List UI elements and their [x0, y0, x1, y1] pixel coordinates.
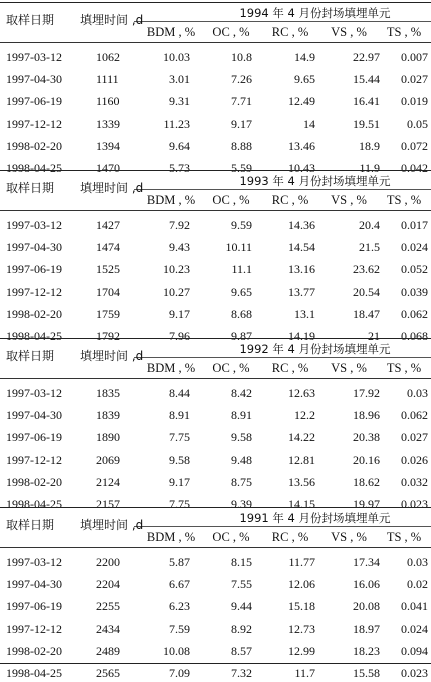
- cell-time: 1111: [96, 72, 119, 87]
- cell-oc: 8.88: [231, 138, 252, 153]
- cell-time: 1339: [96, 116, 120, 131]
- cell-rc: 14.36: [288, 218, 315, 232]
- cell-time: 2200: [96, 555, 120, 569]
- title-underline: [134, 357, 431, 358]
- table-section: [0, 336, 431, 511]
- section-title: 1991 年 4 月份封场填埋单元: [239, 511, 391, 525]
- header-bdm: BDM , %: [146, 193, 196, 207]
- table-section: [0, 505, 431, 680]
- cell-date: 1997-06-19: [6, 94, 62, 109]
- cell-ts: 0.068: [401, 329, 428, 343]
- cell-time: 1470: [96, 161, 120, 175]
- cell-rc: 13.77: [288, 284, 315, 299]
- cell-rc: 13.56: [288, 474, 315, 489]
- cell-time: 2434: [96, 621, 120, 636]
- cell-ts: 0.024: [401, 240, 428, 255]
- cell-date: 1997-04-30: [6, 408, 62, 423]
- cell-rc: 12.2: [294, 408, 315, 423]
- cell-time: 2565: [96, 666, 120, 680]
- cell-bdm: 10.08: [163, 643, 190, 658]
- cell-ts: 0.02: [407, 577, 428, 592]
- header-rc: RC , %: [271, 25, 309, 39]
- cell-rc: 14.54: [288, 240, 315, 255]
- cell-ts: 0.03: [407, 386, 428, 400]
- table-row: [0, 430, 431, 446]
- cell-oc: 9.59: [231, 218, 252, 232]
- cell-vs: 18.97: [353, 621, 380, 636]
- cell-date: 1997-12-12: [6, 284, 62, 299]
- header-date: 取样日期: [6, 349, 55, 363]
- header-bottom-rule: [0, 547, 431, 548]
- cell-vs: 20.4: [359, 218, 380, 232]
- cell-date: 1998-02-20: [6, 306, 62, 321]
- cell-rc: 15.18: [288, 599, 315, 614]
- cell-bdm: 10.27: [163, 284, 190, 299]
- cell-oc: 7.26: [231, 72, 252, 87]
- cell-ts: 0.027: [401, 72, 428, 87]
- section-title: 1993 年 4 月份封场填埋单元: [239, 174, 391, 188]
- cell-date: 1998-02-20: [6, 643, 62, 658]
- header-vs: VS , %: [331, 25, 367, 39]
- table-row: [0, 218, 431, 234]
- cell-oc: 8.57: [231, 643, 252, 658]
- cell-ts: 0.041: [401, 599, 428, 614]
- cell-bdm: 7.59: [169, 621, 190, 636]
- cell-rc: 14.19: [288, 329, 315, 343]
- header-bottom-rule: [0, 378, 431, 379]
- table-row: [0, 139, 431, 155]
- header-bottom-rule: [0, 210, 431, 211]
- section-top-rule: [0, 170, 431, 171]
- cell-bdm: 9.31: [169, 94, 190, 109]
- header-bottom-rule: [0, 42, 431, 43]
- cell-oc: 10.11: [225, 240, 252, 255]
- cell-ts: 0.062: [401, 408, 428, 423]
- cell-date: 1997-03-12: [6, 386, 62, 400]
- section-top-rule: [0, 2, 431, 3]
- header-rc: RC , %: [271, 361, 309, 375]
- cell-oc: 7.71: [231, 94, 252, 109]
- cell-rc: 11.7: [294, 666, 315, 680]
- cell-rc: 12.49: [288, 94, 315, 109]
- cell-oc: 10.8: [231, 50, 252, 64]
- cell-rc: 14.22: [288, 430, 315, 445]
- table-row: [0, 577, 431, 593]
- cell-oc: 11.1: [231, 262, 252, 277]
- cell-time: 1474: [96, 240, 120, 255]
- cell-bdm: 7.75: [169, 497, 190, 511]
- cell-date: 1998-04-25: [6, 161, 62, 175]
- table-row: [0, 453, 431, 469]
- section-title: 1992 年 4 月份封场填埋单元: [239, 342, 391, 356]
- cell-oc: 8.68: [231, 306, 252, 321]
- cell-oc: 8.42: [231, 386, 252, 400]
- cell-date: 1998-02-20: [6, 474, 62, 489]
- cell-rc: 11.77: [288, 555, 315, 569]
- header-bdm: BDM , %: [146, 530, 196, 544]
- header-ts: TS , %: [386, 530, 422, 544]
- cell-date: 1997-06-19: [6, 599, 62, 614]
- cell-time: 1890: [96, 430, 120, 445]
- cell-time: 1427: [96, 218, 120, 232]
- cell-bdm: 9.43: [169, 240, 190, 255]
- cell-date: 1997-03-12: [6, 50, 62, 64]
- cell-time: 1835: [96, 386, 120, 400]
- section-top-rule: [0, 507, 431, 508]
- cell-ts: 0.03: [407, 555, 428, 569]
- cell-date: 1997-06-19: [6, 430, 62, 445]
- cell-rc: 9.65: [294, 72, 315, 87]
- cell-ts: 0.05: [407, 116, 428, 131]
- cell-oc: 8.91: [231, 408, 252, 423]
- cell-oc: 7.32: [231, 666, 252, 680]
- cell-ts: 0.023: [401, 666, 428, 680]
- cell-date: 1998-04-25: [6, 666, 62, 680]
- cell-date: 1997-04-30: [6, 240, 62, 255]
- cell-ts: 0.019: [401, 94, 428, 109]
- cell-time: 1759: [96, 306, 120, 321]
- cell-time: 1792: [96, 329, 120, 343]
- cell-vs: 16.06: [353, 577, 380, 592]
- section-top-rule: [0, 338, 431, 339]
- table-row: [0, 307, 431, 323]
- title-underline: [134, 21, 431, 22]
- cell-rc: 12.81: [288, 452, 315, 467]
- cell-rc: 13.1: [294, 306, 315, 321]
- cell-oc: 9.48: [231, 452, 252, 467]
- cell-ts: 0.032: [401, 474, 428, 489]
- cell-date: 1997-12-12: [6, 452, 62, 467]
- cell-oc: 9.87: [231, 329, 252, 343]
- table-row: [0, 408, 431, 424]
- cell-bdm: 8.91: [169, 408, 190, 423]
- table-row: [0, 622, 431, 638]
- cell-bdm: 6.23: [169, 599, 190, 614]
- cell-time: 1062: [96, 50, 120, 64]
- cell-bdm: 7.75: [169, 430, 190, 445]
- cell-date: 1997-12-12: [6, 621, 62, 636]
- table-section: [0, 168, 431, 343]
- header-ts: TS , %: [386, 25, 422, 39]
- table-row: [0, 262, 431, 278]
- cell-ts: 0.094: [401, 643, 428, 658]
- cell-time: 1394: [96, 138, 120, 153]
- header-oc: OC , %: [212, 530, 250, 544]
- cell-vs: 16.41: [353, 94, 380, 109]
- cell-vs: 15.44: [353, 72, 380, 87]
- cell-rc: 14: [303, 116, 315, 131]
- cell-time: 2204: [96, 577, 120, 592]
- cell-time: 2124: [96, 474, 120, 489]
- cell-bdm: 3.01: [169, 72, 190, 87]
- cell-vs: 17.34: [353, 555, 380, 569]
- cell-bdm: 7.09: [169, 666, 190, 680]
- cell-ts: 0.039: [401, 284, 428, 299]
- table-row: [0, 72, 431, 88]
- section-title: 1994 年 4 月份封场填埋单元: [239, 6, 391, 20]
- cell-time: 1704: [96, 284, 120, 299]
- cell-vs: 18.23: [353, 643, 380, 658]
- cell-rc: 14.15: [288, 497, 315, 511]
- cell-vs: 17.92: [353, 386, 380, 400]
- cell-rc: 14.9: [294, 50, 315, 64]
- table-row: [0, 94, 431, 110]
- cell-oc: 9.17: [231, 116, 252, 131]
- header-rc: RC , %: [271, 193, 309, 207]
- title-underline: [134, 189, 431, 190]
- cell-date: 1998-02-20: [6, 138, 62, 153]
- cell-bdm: 10.03: [163, 50, 190, 64]
- cell-rc: 13.46: [288, 138, 315, 153]
- cell-oc: 5.59: [231, 161, 252, 175]
- header-oc: OC , %: [212, 193, 250, 207]
- table-row: [0, 240, 431, 256]
- header-date: 取样日期: [6, 13, 55, 27]
- cell-time: 1839: [96, 408, 120, 423]
- header-date: 取样日期: [6, 181, 55, 195]
- cell-vs: 11.9: [359, 161, 380, 175]
- cell-date: 1997-04-30: [6, 577, 62, 592]
- header-time: 填埋时间 ,d: [80, 181, 144, 195]
- header-time: 填埋时间 ,d: [80, 349, 144, 363]
- cell-vs: 21: [368, 329, 380, 343]
- table-row: [0, 475, 431, 491]
- header-bdm: BDM , %: [146, 25, 196, 39]
- cell-vs: 20.54: [353, 284, 380, 299]
- cell-oc: 7.55: [231, 577, 252, 592]
- cell-date: 1998-04-25: [6, 497, 62, 511]
- table-row: [0, 386, 431, 402]
- cell-time: 2069: [96, 452, 120, 467]
- cell-oc: 9.58: [231, 430, 252, 445]
- cell-date: 1998-04-25: [6, 329, 62, 343]
- cell-time: 2489: [96, 643, 120, 658]
- table-row: [0, 599, 431, 615]
- cell-vs: 21.5: [359, 240, 380, 255]
- cell-rc: 12.63: [288, 386, 315, 400]
- cell-ts: 0.026: [401, 452, 428, 467]
- header-time: 填埋时间 ,d: [80, 13, 144, 27]
- title-underline: [134, 526, 431, 527]
- cell-time: 2157: [96, 497, 120, 511]
- cell-bdm: 8.44: [169, 386, 190, 400]
- cell-rc: 12.73: [288, 621, 315, 636]
- table-row: [0, 117, 431, 133]
- cell-vs: 20.08: [353, 599, 380, 614]
- header-oc: OC , %: [212, 25, 250, 39]
- cell-time: 1160: [96, 94, 120, 109]
- cell-oc: 9.44: [231, 599, 252, 614]
- cell-vs: 18.96: [353, 408, 380, 423]
- cell-bdm: 9.17: [169, 474, 190, 489]
- cell-bdm: 10.23: [163, 262, 190, 277]
- cell-date: 1997-03-12: [6, 218, 62, 232]
- cell-vs: 15.58: [353, 666, 380, 680]
- table-section: [0, 0, 431, 175]
- cell-oc: 8.15: [231, 555, 252, 569]
- header-time: 填埋时间 ,d: [80, 518, 144, 532]
- cell-vs: 19.51: [353, 116, 380, 131]
- cell-bdm: 5.73: [169, 161, 190, 175]
- cell-date: 1997-06-19: [6, 262, 62, 277]
- cell-vs: 18.9: [359, 138, 380, 153]
- cell-bdm: 5.87: [169, 555, 190, 569]
- cell-bdm: 9.17: [169, 306, 190, 321]
- cell-oc: 8.92: [231, 621, 252, 636]
- cell-rc: 13.16: [288, 262, 315, 277]
- cell-bdm: 9.64: [169, 138, 190, 153]
- table-row: [0, 555, 431, 571]
- cell-vs: 20.38: [353, 430, 380, 445]
- header-vs: VS , %: [331, 361, 367, 375]
- cell-ts: 0.042: [401, 161, 428, 175]
- table-row: [0, 285, 431, 301]
- cell-ts: 0.072: [401, 138, 428, 153]
- cell-bdm: 9.58: [169, 452, 190, 467]
- cell-vs: 20.16: [353, 452, 380, 467]
- cell-ts: 0.062: [401, 306, 428, 321]
- cell-rc: 12.06: [288, 577, 315, 592]
- header-bdm: BDM , %: [146, 361, 196, 375]
- cell-ts: 0.024: [401, 621, 428, 636]
- cell-bdm: 11.23: [163, 116, 190, 131]
- table-row: [0, 644, 431, 660]
- cell-rc: 10.43: [288, 161, 315, 175]
- header-oc: OC , %: [212, 361, 250, 375]
- cell-oc: 9.65: [231, 284, 252, 299]
- cell-date: 1997-04-30: [6, 72, 62, 87]
- cell-ts: 0.023: [401, 497, 428, 511]
- header-ts: TS , %: [386, 193, 422, 207]
- cell-vs: 19.97: [353, 497, 380, 511]
- cell-vs: 23.62: [353, 262, 380, 277]
- header-rc: RC , %: [271, 530, 309, 544]
- cell-bdm: 7.96: [169, 329, 190, 343]
- cell-time: 1525: [96, 262, 120, 277]
- cell-ts: 0.027: [401, 430, 428, 445]
- table-row: [0, 50, 431, 66]
- cell-vs: 18.62: [353, 474, 380, 489]
- header-date: 取样日期: [6, 518, 55, 532]
- cell-oc: 8.75: [231, 474, 252, 489]
- cell-bdm: 7.92: [169, 218, 190, 232]
- cell-bdm: 6.67: [169, 577, 190, 592]
- cell-vs: 22.97: [353, 50, 380, 64]
- cell-ts: 0.017: [401, 218, 428, 232]
- header-vs: VS , %: [331, 193, 367, 207]
- cell-vs: 18.47: [353, 306, 380, 321]
- table-bottom-rule: [0, 663, 431, 664]
- cell-ts: 0.007: [401, 50, 428, 64]
- cell-rc: 12.99: [288, 643, 315, 658]
- header-vs: VS , %: [331, 530, 367, 544]
- cell-oc: 9.39: [231, 497, 252, 511]
- table-row: [0, 666, 431, 682]
- cell-ts: 0.052: [401, 262, 428, 277]
- header-ts: TS , %: [386, 361, 422, 375]
- cell-date: 1997-03-12: [6, 555, 62, 569]
- cell-time: 2255: [96, 599, 120, 614]
- cell-date: 1997-12-12: [6, 116, 62, 131]
